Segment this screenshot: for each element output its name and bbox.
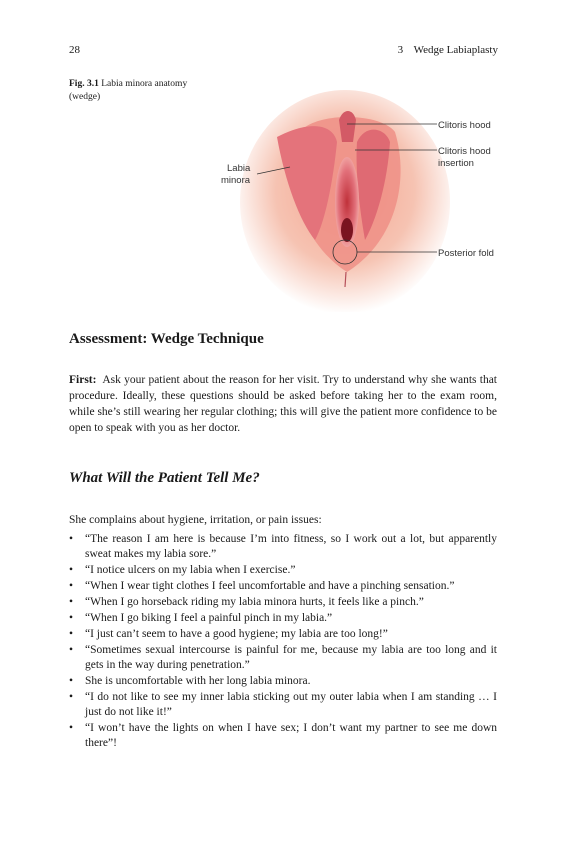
clitoris-hood-shape bbox=[339, 111, 356, 142]
page-number: 28 bbox=[69, 44, 80, 56]
list-item: • “When I go horseback riding my labia minora hurts, it feels like a pinch.” bbox=[69, 595, 497, 610]
chapter-number: 3 bbox=[397, 44, 404, 56]
list-item: • “I just can’t seem to have a good hygiene; my labia are too long!” bbox=[69, 627, 497, 642]
clitoris-hood-insertion-label-1: Clitoris hood bbox=[438, 146, 491, 157]
running-head bbox=[398, 44, 498, 56]
list-item: • “I notice ulcers on my labia when I exercise.” bbox=[69, 563, 497, 578]
posterior-fold-label: Posterior fold bbox=[438, 248, 494, 259]
figure-caption bbox=[69, 78, 209, 104]
complaints-intro: She complains about hygiene, irritation, or pain issues: bbox=[69, 514, 322, 526]
list-item: • “The reason I am here is because I’m into fitness, so I work out a lot, but apparently sweat makes my labia sore.” bbox=[69, 532, 497, 562]
anatomy-illustration bbox=[215, 72, 515, 312]
list-item: • “Sometimes sexual intercourse is painful for me, because my labia are too long and it gets in the way during penetration.” bbox=[69, 643, 497, 673]
list-item: • “I won’t have the lights on when I have sex; I don’t want my partner to see me down there”! bbox=[69, 721, 497, 751]
vaginal-opening bbox=[341, 218, 353, 242]
first-text: Ask your patient about the reason for her visit. Try to understand why she wants that procedure. Ideally, these questions should be asked before taking her to the exam room, while she’s still wearing her regular clothing; this will give the patient more confidence to be open to speak with you as her doctor. bbox=[69, 374, 497, 434]
figure-caption-text: Labia minora anatomy (wedge) bbox=[69, 79, 188, 102]
list-item: • She is uncomfortable with her long labia minora. bbox=[69, 674, 497, 689]
section-heading: Assessment: Wedge Technique bbox=[69, 331, 264, 347]
chapter-title: Wedge Labiaplasty bbox=[413, 44, 498, 56]
subsection-heading: What Will the Patient Tell Me? bbox=[69, 470, 260, 486]
labia-minora-label-1: Labia bbox=[227, 163, 251, 174]
labia-minora-label-2: minora bbox=[221, 175, 251, 186]
clitoris-hood-label: Clitoris hood bbox=[438, 120, 491, 131]
first-label: First: bbox=[69, 374, 97, 386]
list-item: • “I do not like to see my inner labia sticking out my outer labia when I am standing … I just do not like it!” bbox=[69, 690, 497, 720]
clitoris-hood-insertion-label-2: insertion bbox=[438, 158, 474, 169]
complaints-list bbox=[69, 532, 497, 752]
anatomy-figure bbox=[215, 72, 515, 312]
list-item: • “When I go biking I feel a painful pinch in my labia.” bbox=[69, 611, 497, 626]
figure-caption-label: Fig. 3.1 bbox=[69, 79, 99, 89]
first-paragraph bbox=[69, 372, 497, 436]
list-item: • “When I wear tight clothes I feel uncomfortable and have a pinching sensation.” bbox=[69, 579, 497, 594]
